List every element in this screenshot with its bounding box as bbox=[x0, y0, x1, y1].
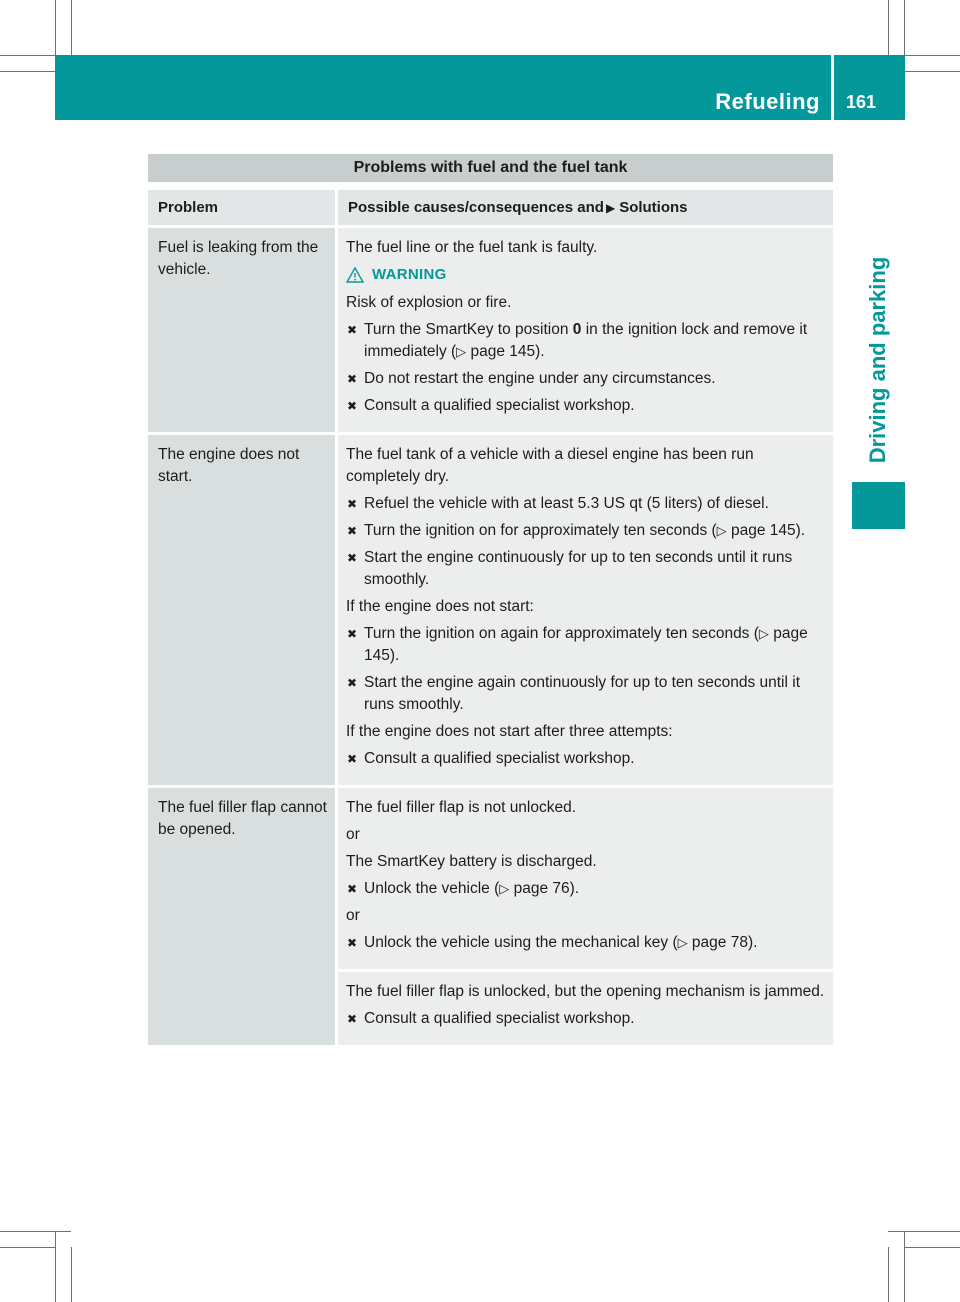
warning-text: Risk of explosion or fire. bbox=[346, 294, 512, 311]
problem-cell: The engine does not start. bbox=[148, 435, 335, 785]
header-divider bbox=[831, 55, 834, 120]
step-arrow-icon: ✖ bbox=[347, 627, 358, 641]
step-text bbox=[364, 319, 827, 363]
step-text bbox=[364, 878, 579, 900]
crop-mark bbox=[888, 1231, 960, 1232]
position-value: 0 bbox=[572, 321, 582, 338]
header-problem: Problem bbox=[148, 190, 335, 225]
page-reference[interactable]: page 145). bbox=[470, 343, 545, 360]
warning-label: WARNING bbox=[372, 266, 447, 283]
instruction-step bbox=[346, 395, 827, 417]
solution-block bbox=[338, 435, 833, 785]
step-arrow-icon: ✖ bbox=[347, 524, 358, 538]
page-reference[interactable]: page 145). bbox=[364, 625, 808, 664]
crop-mark bbox=[888, 1247, 889, 1302]
page-reference[interactable]: page 78). bbox=[691, 934, 758, 951]
step-text-part: Turn the ignition on again for approximately ten seconds ( bbox=[364, 625, 759, 642]
step-arrow-icon: ✖ bbox=[347, 372, 358, 386]
crop-mark bbox=[905, 55, 960, 56]
header-solutions bbox=[338, 190, 833, 225]
instruction-step bbox=[346, 319, 827, 363]
step-text: Do not restart the engine under any circumstances. bbox=[364, 370, 716, 387]
step-arrow-icon: ✖ bbox=[347, 752, 358, 766]
or-text: or bbox=[346, 907, 360, 924]
table-title: Problems with fuel and the fuel tank bbox=[148, 154, 833, 182]
instruction-step bbox=[346, 878, 827, 900]
page-ref-icon: ▷ bbox=[677, 935, 688, 950]
step-text: Consult a qualified specialist workshop. bbox=[364, 397, 635, 414]
crop-mark bbox=[0, 55, 55, 56]
step-text: Consult a qualified specialist workshop. bbox=[364, 1010, 635, 1027]
page-ref-icon: ▷ bbox=[499, 881, 510, 896]
table-header-row bbox=[148, 190, 833, 225]
warning-triangle-icon bbox=[346, 267, 364, 283]
instruction-step bbox=[346, 493, 827, 515]
crop-mark bbox=[888, 0, 889, 55]
step-arrow-icon: ✖ bbox=[347, 882, 358, 896]
step-text: Start the engine again continuously for up to ten seconds until it runs smoothly. bbox=[364, 674, 801, 713]
page-ref-icon: ▷ bbox=[758, 626, 769, 641]
solution-block bbox=[338, 228, 833, 432]
crop-mark bbox=[0, 1247, 55, 1248]
condition-text: If the engine does not start after three attempts: bbox=[346, 723, 673, 740]
instruction-step bbox=[346, 932, 827, 954]
page-ref-icon: ▷ bbox=[456, 344, 467, 359]
side-tab-marker bbox=[852, 482, 905, 529]
problem-cell: The fuel filler flap cannot be opened. bbox=[148, 788, 335, 1045]
solutions-cell bbox=[338, 435, 833, 785]
step-text bbox=[364, 623, 827, 667]
step-text-part: in the ignition lock and remove it immediately ( bbox=[364, 321, 808, 360]
header-solutions-label: Possible causes/consequences and bbox=[348, 199, 604, 216]
instruction-step bbox=[346, 748, 827, 770]
cause-text: The fuel tank of a vehicle with a diesel engine has been run completely dry. bbox=[346, 446, 754, 485]
crop-mark bbox=[71, 0, 72, 55]
cause-text: The SmartKey battery is discharged. bbox=[346, 853, 597, 870]
or-text: or bbox=[346, 826, 360, 843]
cause-text: The fuel line or the fuel tank is faulty. bbox=[346, 239, 598, 256]
step-text: Start the engine continuously for up to ten seconds until it runs smoothly. bbox=[364, 549, 793, 588]
step-arrow-icon: ✖ bbox=[347, 936, 358, 950]
step-text-part: Turn the SmartKey to position bbox=[364, 321, 569, 338]
instruction-step bbox=[346, 547, 827, 591]
solution-block bbox=[338, 972, 833, 1045]
side-tab-label: Driving and parking bbox=[865, 256, 890, 464]
step-text: Refuel the vehicle with at least 5.3 US qt (5 liters) of diesel. bbox=[364, 495, 769, 512]
header-solutions-label-2: Solutions bbox=[619, 199, 688, 216]
solution-block bbox=[338, 788, 833, 969]
instruction-step bbox=[346, 1008, 827, 1030]
instruction-step bbox=[346, 520, 827, 542]
instruction-step bbox=[346, 368, 827, 390]
table-row bbox=[148, 435, 833, 785]
page-reference[interactable]: page 145). bbox=[730, 522, 806, 539]
instruction-step bbox=[346, 672, 827, 716]
condition-text: If the engine does not start: bbox=[346, 598, 534, 615]
step-arrow-icon: ✖ bbox=[347, 323, 358, 337]
step-text-part: Unlock the vehicle ( bbox=[364, 880, 500, 897]
instruction-step bbox=[346, 623, 827, 667]
page-ref-icon: ▷ bbox=[716, 523, 727, 538]
table-row bbox=[148, 228, 833, 432]
crop-mark bbox=[904, 1232, 905, 1302]
crop-mark bbox=[55, 1232, 56, 1302]
warning-heading bbox=[346, 264, 827, 286]
step-arrow-icon: ✖ bbox=[347, 676, 358, 690]
step-arrow-icon: ✖ bbox=[347, 399, 358, 413]
step-text bbox=[364, 932, 757, 954]
step-text: Consult a qualified specialist workshop. bbox=[364, 750, 635, 767]
cause-text: The fuel filler flap is not unlocked. bbox=[346, 799, 577, 816]
crop-mark bbox=[905, 1247, 960, 1248]
table-row bbox=[148, 788, 833, 1045]
step-arrow-icon: ✖ bbox=[347, 1012, 358, 1026]
step-arrow-icon: ✖ bbox=[347, 497, 358, 511]
page-reference[interactable]: page 76). bbox=[513, 880, 580, 897]
crop-mark bbox=[71, 1247, 72, 1302]
page-number: 161 bbox=[846, 92, 877, 112]
problems-table bbox=[148, 154, 833, 1045]
solutions-cell bbox=[338, 788, 833, 1045]
section-title: Refueling bbox=[715, 89, 820, 114]
problem-cell: Fuel is leaking from the vehicle. bbox=[148, 228, 335, 432]
step-text-part: Unlock the vehicle using the mechanical key ( bbox=[364, 934, 678, 951]
step-text-part: Turn the ignition on for approximately ten seconds ( bbox=[364, 522, 717, 539]
step-arrow-icon: ✖ bbox=[347, 551, 358, 565]
solutions-cell bbox=[338, 228, 833, 432]
play-arrow-icon: ▶ bbox=[605, 200, 616, 215]
crop-mark bbox=[0, 1231, 71, 1232]
step-text bbox=[364, 520, 805, 542]
cause-text: The fuel filler flap is unlocked, but the opening mechanism is jammed. bbox=[346, 983, 825, 1000]
